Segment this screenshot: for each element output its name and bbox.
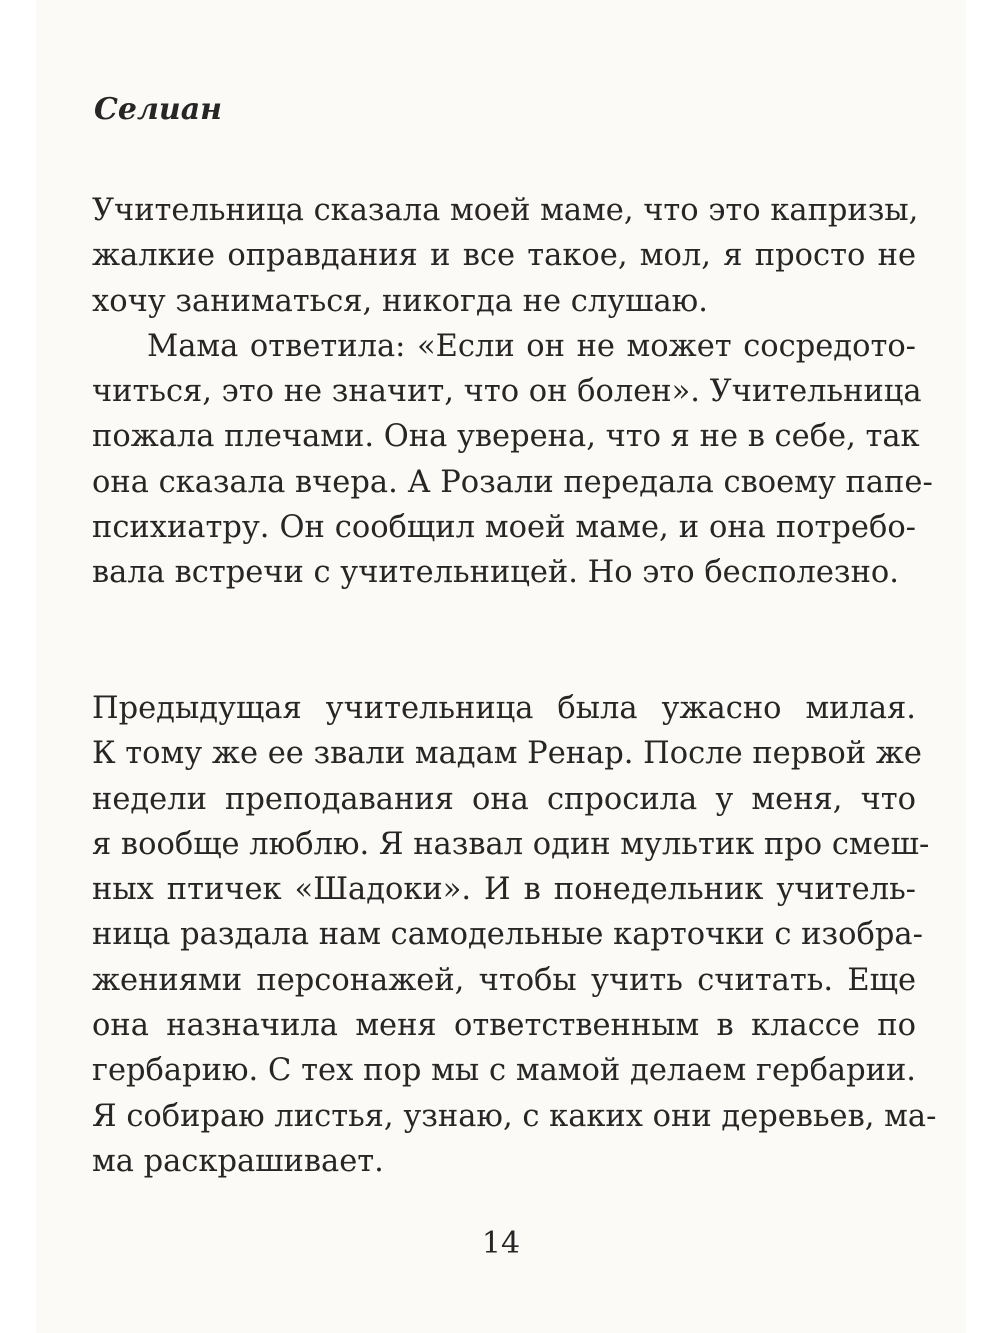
text-line: ница раздала нам самодельные карточки с изобра- (92, 917, 923, 953)
text-line: гербарию. С тех пор мы с мамой делаем гербарии. (92, 1053, 916, 1089)
text-line: она сказала вчера. А Розали передала своему папе- (92, 464, 933, 500)
text-line: Мама ответила: «Если он не может сосредото- (147, 328, 916, 364)
text-line: жалкие оправдания и все такое, мол, я просто не (92, 238, 916, 274)
text-line: ма раскрашивает. (92, 1143, 384, 1179)
text-line: жениями персонажей, чтобы учить считать. Еще (92, 962, 916, 998)
text-line: вала встречи с учительницей. Но это бесполезно. (92, 555, 899, 591)
section-heading: Селиан (94, 92, 223, 127)
text-line: Предыдущая учительница была ужасно милая. (92, 691, 916, 726)
page-number: 14 (481, 1226, 521, 1261)
text-line: психиатру. Он сообщил моей маме, и она потребо- (92, 510, 916, 546)
text-line: Учительница сказала моей маме, что это капризы, (92, 193, 919, 228)
text-line: ных птичек «Шадоки». И в понедельник учитель- (92, 872, 916, 908)
text-line: она назначила меня ответственным в классе по (92, 1008, 916, 1044)
paragraph-block-1 (92, 188, 933, 596)
book-page (36, 0, 966, 1333)
text-line: я вообще люблю. Я назвал один мультик про смеш- (92, 826, 930, 862)
text-line: недели преподавания она спросила у меня, что (92, 781, 916, 817)
text-line: читься, это не значит, что он болен». Учительница (92, 374, 922, 410)
text-line: К тому же ее звали мадам Ренар. После первой же (92, 736, 922, 772)
text-line: пожала плечами. Она уверена, что я не в себе, так (92, 419, 920, 455)
paragraph-block-2 (92, 686, 937, 1184)
text-line: Я собираю листья, узнаю, с каких они деревьев, ма- (92, 1098, 937, 1134)
text-line: хочу заниматься, никогда не слушаю. (92, 283, 708, 319)
